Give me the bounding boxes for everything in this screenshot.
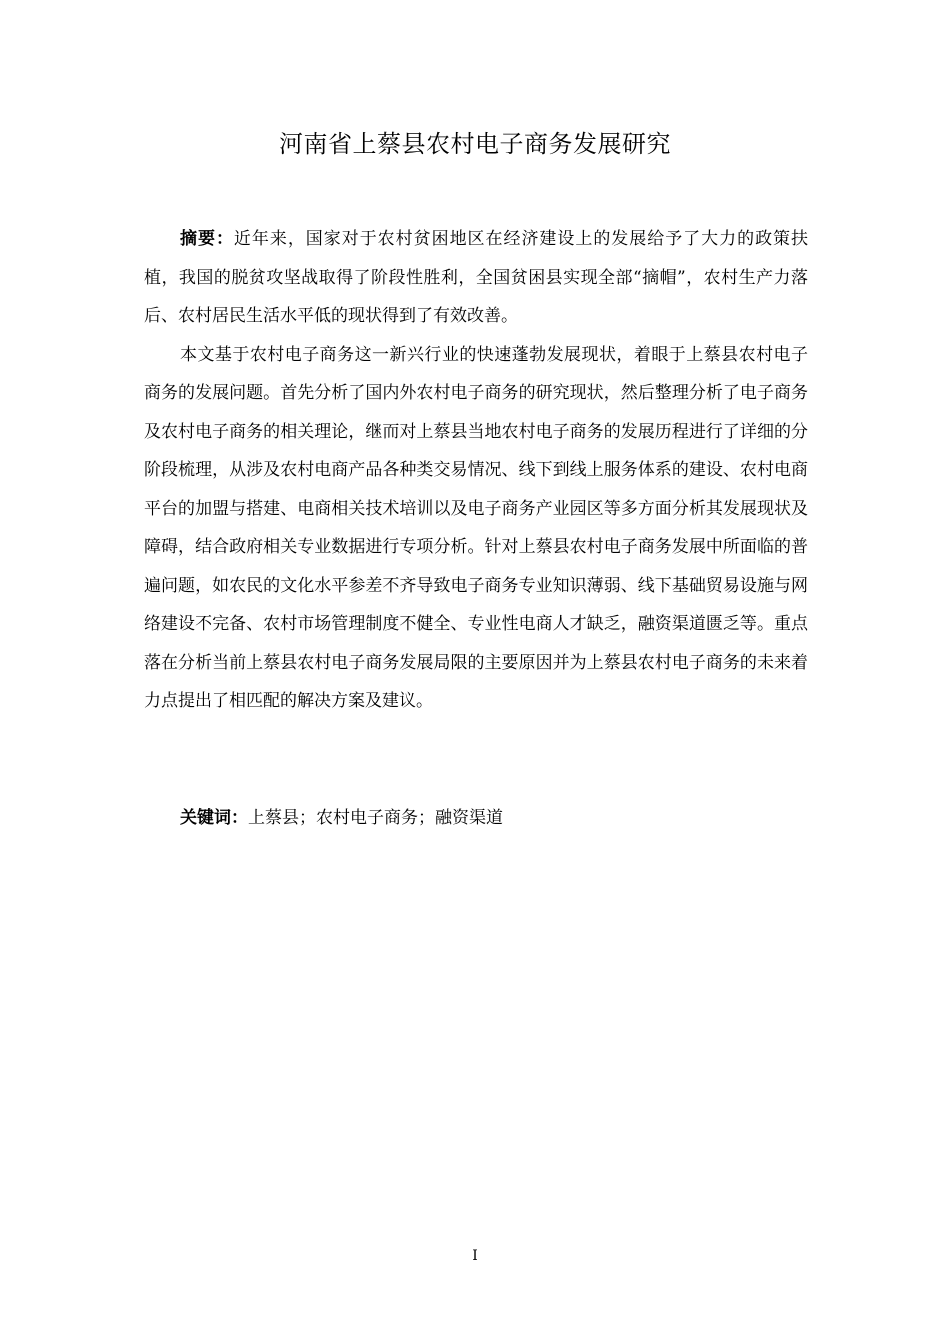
document-title: 河南省上蔡县农村电子商务发展研究 (279, 130, 671, 158)
keywords-line (144, 799, 808, 837)
abstract-label: 摘要： (180, 229, 234, 249)
keywords-value: 上蔡县；农村电子商务；融资渠道 (248, 808, 503, 828)
abstract-paragraph-1 (144, 220, 808, 336)
keywords-label: 关键词： (180, 808, 248, 828)
abstract-section (144, 220, 808, 721)
page-number: I (472, 1248, 478, 1264)
abstract-paragraph-2: 本文基于农村电子商务这一新兴行业的快速蓬勃发展现状，着眼于上蔡县农村电子商务的发展问题。首先分析了国内外农村电子商务的研究现状，然后整理分析了电子商务及农村电子商务的相关理论，继而对上蔡县当地农村电子商务的发展历程进行了详细的分阶段梳理，从涉及农村电商产品各种类交易情况、线下到线上服务体系的建设、农村电商平台的加盟与搭建、电商相关技术培训以及电子商务产业园区等多方面分析其发展现状及障碍，结合政府相关专业数据进行专项分析。针对上蔡县农村电子商务发展中所面临的普遍问题，如农民的文化水平参差不齐导致电子商务专业知识薄弱、线下基础贸易设施与网络建设不完备、农村市场管理制度不健全、专业性电商人才缺乏，融资渠道匮乏等。重点落在分析当前上蔡县农村电子商务发展局限的主要原因并为上蔡县农村电子商务的未来着力点提出了相匹配的解决方案及建议。 (144, 344, 808, 711)
abstract-paragraph-1-text: 近年来，国家对于农村贫困地区在经济建设上的发展给予了大力的政策扶植，我国的脱贫攻坚战取得了阶段性胜利，全国贫困县实现全部“摘帽”，农村生产力落后、农村居民生活水平低的现状得到了有效改善。 (144, 229, 809, 326)
